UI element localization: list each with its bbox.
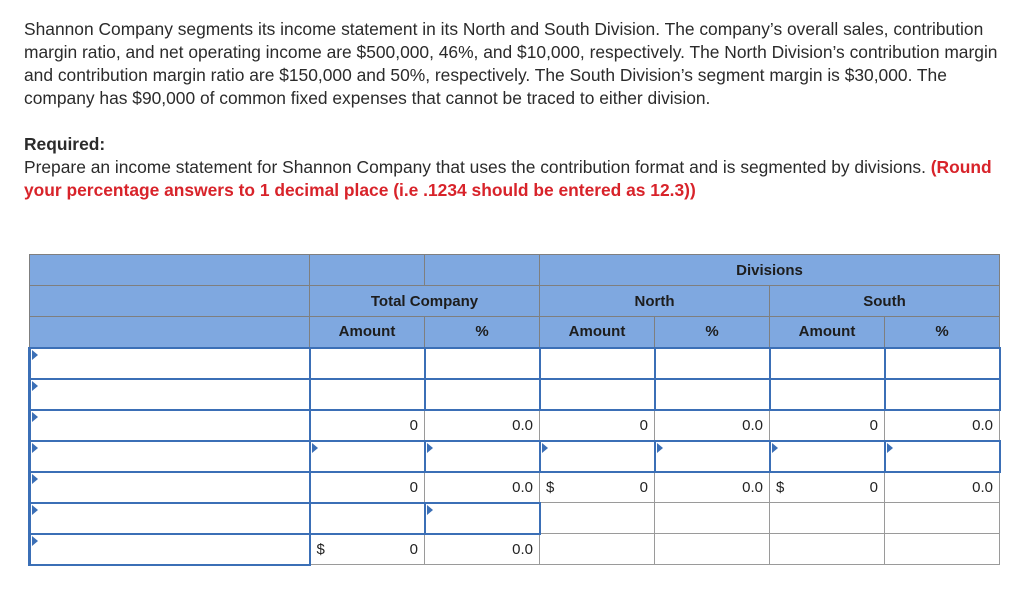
south-amount-input[interactable] bbox=[770, 348, 885, 379]
total-amount-cell bbox=[310, 534, 425, 565]
total-amount-value: 0 bbox=[409, 540, 418, 558]
total-amount-input[interactable] bbox=[310, 379, 425, 410]
empty-cell bbox=[770, 534, 885, 565]
header-row-divisions bbox=[30, 255, 1000, 286]
currency-symbol: $ bbox=[316, 540, 325, 558]
header-blank bbox=[30, 286, 310, 317]
total-percent-input[interactable] bbox=[425, 348, 540, 379]
south-amount-input[interactable] bbox=[770, 441, 885, 472]
north-percent-value: 0.0 bbox=[655, 410, 770, 441]
south-percent-input[interactable] bbox=[885, 348, 1000, 379]
header-total-company: Total Company bbox=[310, 286, 540, 317]
table-row bbox=[30, 348, 1000, 379]
total-percent-input[interactable] bbox=[425, 503, 540, 534]
required-body: Prepare an income statement for Shannon Company that uses the contribution format and is segmented by divisions. bbox=[24, 157, 926, 177]
total-percent-input[interactable] bbox=[425, 379, 540, 410]
empty-cell bbox=[885, 503, 1000, 534]
north-amount-value: 0 bbox=[639, 478, 648, 496]
required-title: Required: bbox=[24, 134, 106, 154]
header-south-percent: % bbox=[885, 317, 1000, 348]
income-statement-table bbox=[28, 254, 1001, 566]
header-row-columns bbox=[30, 317, 1000, 348]
table-row bbox=[30, 379, 1000, 410]
row-label-input[interactable] bbox=[30, 472, 310, 503]
header-blank bbox=[30, 255, 310, 286]
north-percent-input[interactable] bbox=[655, 441, 770, 472]
header-row-segments bbox=[30, 286, 1000, 317]
total-amount-input[interactable] bbox=[310, 348, 425, 379]
rounding-instruction: (Round your percentage answers to 1 decimal place (i.e .1234 should be entered as 12.3)) bbox=[24, 157, 992, 200]
total-amount-input[interactable] bbox=[310, 503, 425, 534]
south-amount-input[interactable] bbox=[770, 379, 885, 410]
table-row bbox=[30, 503, 1000, 534]
empty-cell bbox=[655, 503, 770, 534]
empty-cell bbox=[885, 534, 1000, 565]
north-percent-value: 0.0 bbox=[655, 472, 770, 503]
problem-statement bbox=[24, 18, 1014, 202]
problem-paragraph: Shannon Company segments its income statement in its North and South Division. The company’s overall sales, contribution margin ratio, and net operating income are $500,000, 46%, and $10,000, respectively. The North Division’s contribution margin and contribution margin ratio are $150,000 and 50%, respectively. The South Division’s segment margin is $30,000. The company has $90,000 of common fixed expenses that cannot be traced to either division. bbox=[24, 19, 998, 108]
empty-cell bbox=[540, 534, 655, 565]
north-amount-input[interactable] bbox=[540, 348, 655, 379]
header-south: South bbox=[770, 286, 1000, 317]
row-label-input[interactable] bbox=[30, 441, 310, 472]
row-label-input[interactable] bbox=[30, 410, 310, 441]
header-north: North bbox=[540, 286, 770, 317]
table-row bbox=[30, 441, 1000, 472]
table-row bbox=[30, 534, 1000, 565]
north-amount-input[interactable] bbox=[540, 441, 655, 472]
header-blank bbox=[30, 317, 310, 348]
south-amount-value: 0 bbox=[770, 410, 885, 441]
south-percent-value: 0.0 bbox=[885, 472, 1000, 503]
table-row bbox=[30, 410, 1000, 441]
header-total-percent: % bbox=[425, 317, 540, 348]
table-row bbox=[30, 472, 1000, 503]
south-percent-value: 0.0 bbox=[885, 410, 1000, 441]
total-percent-input[interactable] bbox=[425, 441, 540, 472]
south-amount-cell bbox=[770, 472, 885, 503]
header-south-amount: Amount bbox=[770, 317, 885, 348]
total-percent-value: 0.0 bbox=[425, 534, 540, 565]
empty-cell bbox=[540, 503, 655, 534]
row-label-input[interactable] bbox=[30, 534, 310, 565]
row-label-input[interactable] bbox=[30, 348, 310, 379]
header-divisions: Divisions bbox=[540, 255, 1000, 286]
total-amount-input[interactable] bbox=[310, 441, 425, 472]
header-north-percent: % bbox=[655, 317, 770, 348]
required-text bbox=[24, 156, 1014, 202]
header-total-amount: Amount bbox=[310, 317, 425, 348]
total-amount-value: 0 bbox=[310, 472, 425, 503]
total-amount-value: 0 bbox=[310, 410, 425, 441]
currency-symbol: $ bbox=[546, 478, 555, 496]
total-percent-value: 0.0 bbox=[425, 472, 540, 503]
north-percent-input[interactable] bbox=[655, 379, 770, 410]
north-amount-input[interactable] bbox=[540, 379, 655, 410]
row-label-input[interactable] bbox=[30, 503, 310, 534]
empty-cell bbox=[655, 534, 770, 565]
currency-symbol: $ bbox=[776, 478, 785, 496]
row-label-input[interactable] bbox=[30, 379, 310, 410]
north-percent-input[interactable] bbox=[655, 348, 770, 379]
header-north-amount: Amount bbox=[540, 317, 655, 348]
south-percent-input[interactable] bbox=[885, 379, 1000, 410]
north-amount-value: 0 bbox=[540, 410, 655, 441]
empty-cell bbox=[770, 503, 885, 534]
south-amount-value: 0 bbox=[869, 478, 878, 496]
total-percent-value: 0.0 bbox=[425, 410, 540, 441]
north-amount-cell bbox=[540, 472, 655, 503]
header-blank bbox=[310, 255, 425, 286]
south-percent-input[interactable] bbox=[885, 441, 1000, 472]
header-blank bbox=[425, 255, 540, 286]
